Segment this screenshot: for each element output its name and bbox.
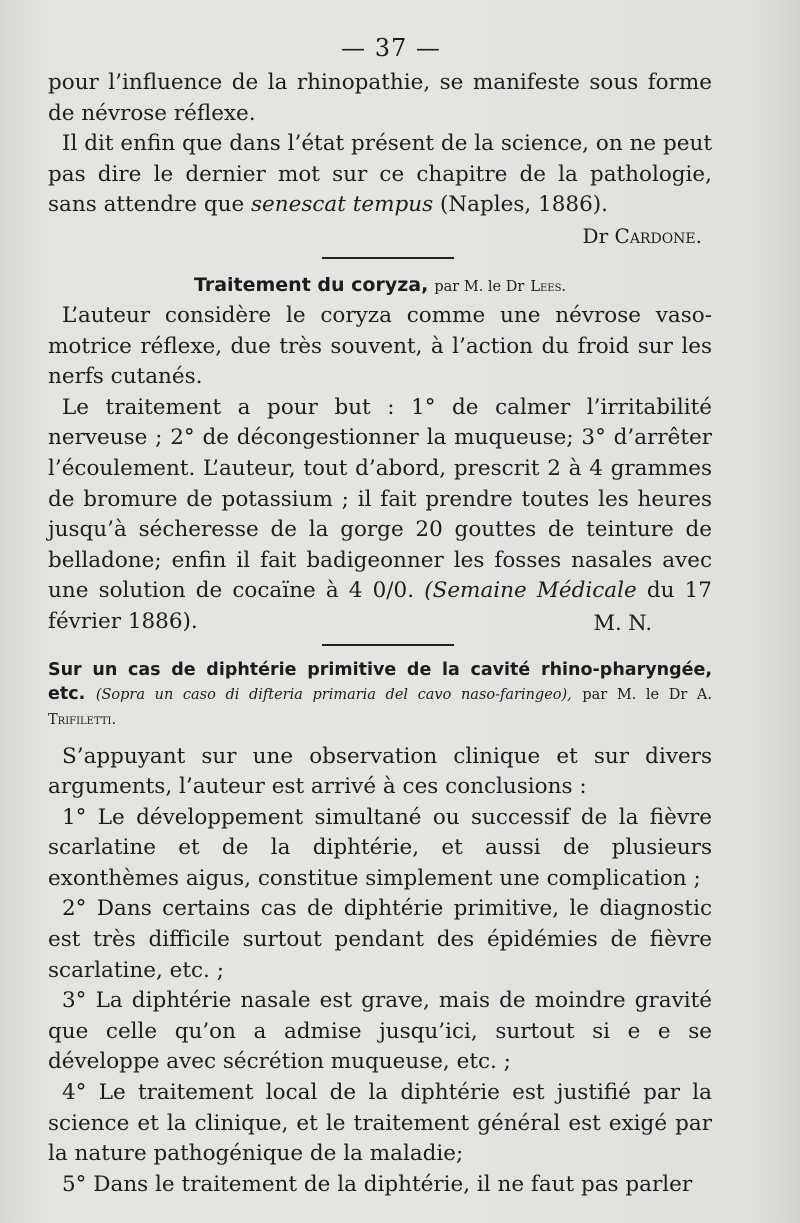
paragraph-continuation: pour l’influence de la rhinopathie, se manifeste sous forme de névrose réflexe. [48,70,712,126]
section-divider [322,257,454,259]
latin-phrase: senescat tempus [251,192,434,218]
section-title: Sur un cas de diphtérie primitive de la cavité rhino-pharyngée, etc. [48,659,712,704]
signature-mn: M. N. [593,610,652,635]
conclusion-item-2: 2° Dans certains cas de diphtérie primitive, le diagnostic est très difficile surtout pendant des épidémies de fièvre scarlatine, etc. ; [48,896,712,983]
page-number: — 37 — [341,34,441,62]
conclusion-item-5: 5° Dans le traitement de la diphtérie, il ne faut pas parler [62,1171,693,1197]
conclusion-item-3: 3° La diphtérie nasale est grave, mais de moindre gravité que celle qu’on a admise jusqu’ici, surtout si e e se développe avec sécrétion muqueuse, etc. ; [48,988,712,1075]
paragraph-text: Le traitement a pour but : 1° de calmer l’irritabilité nerveuse ; 2° de décongestionner la muqueuse; 3° d’arrêter l’écoulement. L’auteur, tout d’abord, prescrit 2 à 4 grammes de bromure de potassium ; il fait prendre toutes les heures jusqu’à sécheresse de la gorge 20 gouttes de teinture de belladone; enfin il fait badigeonner les fosses nasales avec une solution de cocaïne à 4 0/0. [48,394,712,604]
section-divider [322,644,454,646]
section-byline: par M. le Dr [434,278,525,295]
paragraph-text: du 17 février 1886). [48,578,712,634]
paragraph-conclusion [48,129,712,221]
section-heading-diphterie [48,658,712,732]
paragraph-coryza-treatment [48,393,712,638]
section-title: Traitement du coryza, [193,273,429,296]
signature-title: Dr [582,223,609,248]
section-heading-coryza [48,271,712,301]
signature-name: Cardone. [614,223,702,248]
paragraph-text: Il dit enfin que dans l’état présent de la science, on ne peut pas dire le dernier mot sur ce chapitre de la pathologie, sans attendre que [48,131,712,218]
signature-cardone [48,221,702,251]
section-byline: par M. le Dr A. [582,686,712,703]
section-author: Lees. [530,278,567,295]
conclusion-item-4: 4° Le traitement local de la diphtérie est justifié par la science et la clinique, et le traitement général est exigé par la nature pathogénique de la maladie; [48,1080,712,1167]
section-original-title: (Sopra un caso di difteria primaria del cavo naso-faringeo), [95,686,572,703]
journal-reference: (Semaine Médicale [424,578,637,604]
paragraph-diphterie-intro: S’appuyant sur une observation clinique et sur divers arguments, l’auteur est arrivé à ces conclusions : [48,743,712,800]
paragraph-coryza-intro: L’auteur considère le coryza comme une névrose vaso-motrice réflexe, due très souvent, à l’action du froid sur les nerfs cutanés. [48,302,712,390]
paragraph-text: (Naples, 1886). [433,192,608,218]
conclusion-item-1: 1° Le développement simultané ou successif de la fièvre scarlatine et de la diphtérie, et aussi de plusieurs exonthèmes aigus, constitue simplement une complication ; [48,804,712,891]
page-content [48,28,712,1200]
section-author: Trifiletti. [48,711,117,728]
